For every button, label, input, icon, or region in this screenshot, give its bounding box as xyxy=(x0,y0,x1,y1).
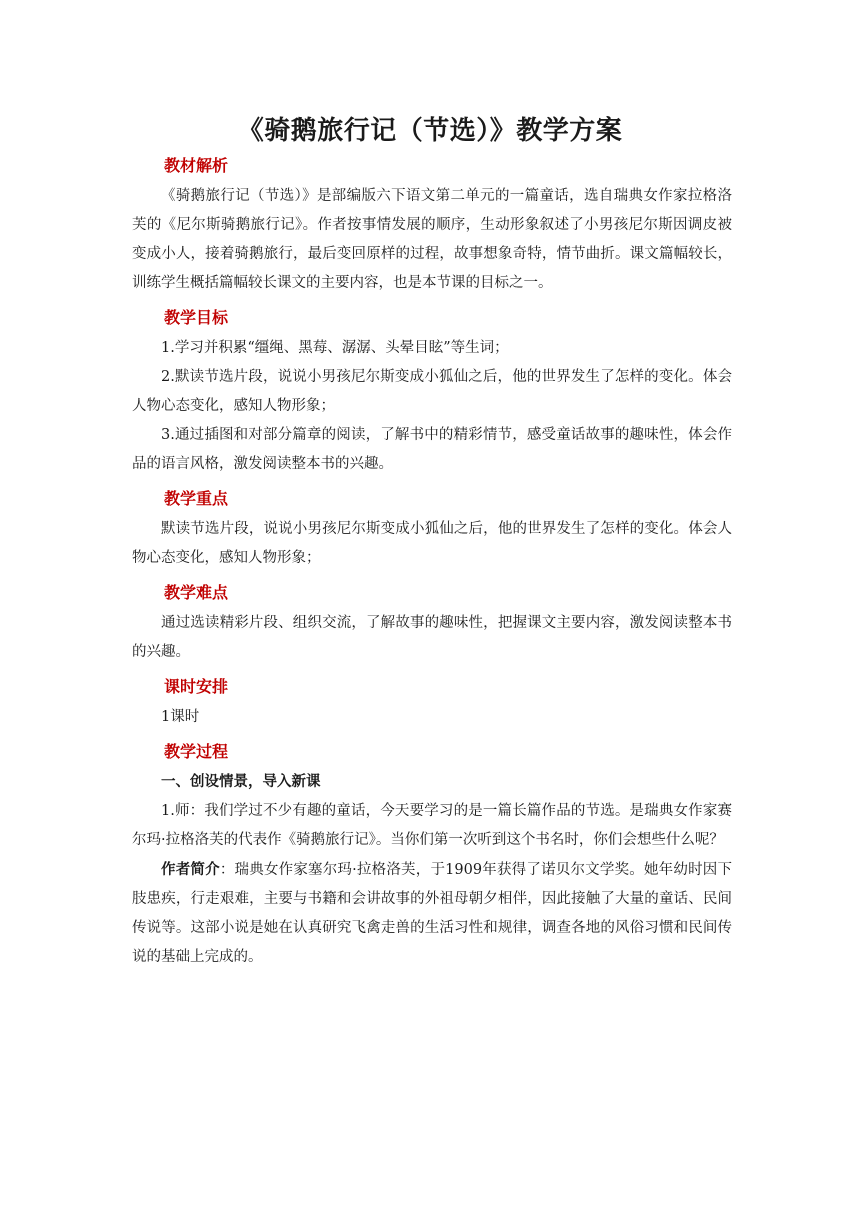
process-step1-title: 一、创设情景，导入新课 xyxy=(161,774,321,790)
document-body xyxy=(132,150,732,972)
section-heading-analysis: 教材解析 xyxy=(164,156,229,175)
process-step1-paragraph: 1.师：我们学过不少有趣的童话，今天要学习的是一篇长篇作品的节选。是瑞典女作家赛尔玛·拉格洛芙的代表作《骑鹅旅行记》。当你们第一次听到这个书名时，你们会想些什么呢？ xyxy=(132,803,732,848)
goal-item-3: 3.通过插图和对部分篇章的阅读，了解书中的精彩情节，感受童话故事的趣味性，体会作品的语言风格，激发阅读整本书的兴趣。 xyxy=(132,427,732,472)
key-points-paragraph: 默读节选片段，说说小男孩尼尔斯变成小狐仙之后，他的世界发生了怎样的变化。体会人物心态变化，感知人物形象； xyxy=(132,521,732,566)
goal-item-1: 1.学习并积累“缰绳、黑莓、潺潺、头晕目眩”等生词； xyxy=(161,340,509,356)
section-heading-difficulties: 教学难点 xyxy=(164,583,229,602)
document-title: 《骑鹅旅行记（节选）》教学方案 xyxy=(237,116,623,146)
analysis-paragraph: 《骑鹅旅行记（节选）》是部编版六下语文第二单元的一篇童话，选自瑞典女作家拉格洛芙的《尼尔斯骑鹅旅行记》。作者按事情发展的顺序，生动形象叙述了小男孩尼尔斯因调皮被变成小人，接着骑鹅旅行，最后变回原样的过程，故事想象奇特，情节曲折。课文篇幅较长，训练学生概括篇幅较长课文的主要内容，也是本节课的目标之一。 xyxy=(132,188,732,291)
section-heading-schedule: 课时安排 xyxy=(164,677,229,696)
section-heading-key-points: 教学重点 xyxy=(164,489,229,508)
author-intro-label: 作者简介 xyxy=(161,861,220,878)
section-heading-process: 教学过程 xyxy=(164,742,229,761)
difficulties-paragraph: 通过选读精彩片段、组织交流，了解故事的趣味性，把握课文主要内容，激发阅读整本书的兴趣。 xyxy=(132,615,732,660)
schedule-text: 1课时 xyxy=(161,709,200,725)
goal-item-2: 2.默读节选片段，说说小男孩尼尔斯变成小狐仙之后，他的世界发生了怎样的变化。体会人物心态变化，感知人物形象； xyxy=(132,369,732,414)
author-intro-paragraph xyxy=(132,855,732,972)
author-intro-text: ：瑞典女作家塞尔玛·拉格洛芙，于1909年获得了诺贝尔文学奖。她年幼时因下肢患疾，行走艰难，主要与书籍和会讲故事的外祖母朝夕相伴，因此接触了大量的童话、民间传说等。这部小说是她在认真研究飞禽走兽的生活习性和规律，调查各地的风俗习惯和民间传说的基础上完成的。 xyxy=(132,862,732,965)
section-heading-goals: 教学目标 xyxy=(164,308,229,327)
